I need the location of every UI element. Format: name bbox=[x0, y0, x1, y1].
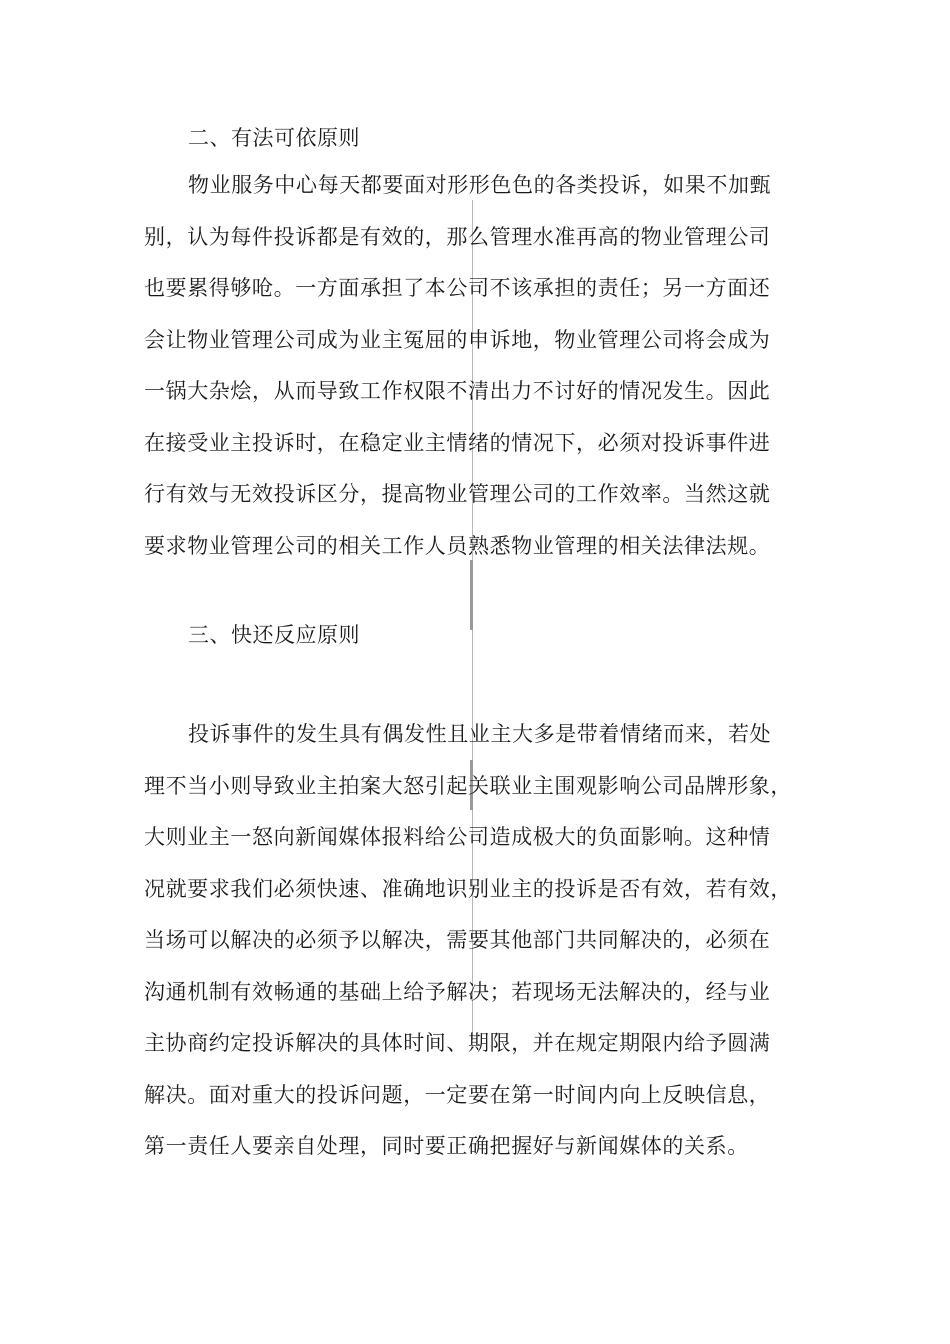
paragraph-line: 行有效与无效投诉区分，提高物业管理公司的工作效率。当然这就 bbox=[144, 482, 771, 506]
paragraph-line: 要求物业管理公司的相关工作人员熟悉物业管理的相关法律法规。 bbox=[144, 533, 771, 558]
paragraph-line: 也要累得够呛。一方面承担了本公司不该承担的责任；另一方面还 bbox=[144, 276, 771, 300]
paragraph-line: 会让物业管理公司成为业主冤屈的申诉地，物业管理公司将会成为 bbox=[144, 327, 771, 352]
paragraph-line: 大则业主一怒向新闻媒体报料给公司造成极大的负面影响。这种情 bbox=[144, 825, 771, 849]
paragraph-line: 况就要求我们必须快速、准确地识别业主的投诉是否有效，若有效， bbox=[144, 876, 792, 901]
section-2-paragraph bbox=[144, 160, 824, 572]
paragraph-line: 理不当小则导致业主拍案大怒引起关联业主围观影响公司品牌形象， bbox=[144, 773, 792, 798]
paragraph-line: 在接受业主投诉时，在稳定业主情绪的情况下，必须对投诉事件进 bbox=[144, 430, 771, 455]
section-heading-2: 二、有法可依原则 bbox=[188, 126, 360, 150]
paragraph-line: 解决。面对重大的投诉问题，一定要在第一时间内向上反映信息， bbox=[144, 1082, 771, 1107]
paragraph-line: 沟通机制有效畅通的基础上给予解决；若现场无法解决的，经与业 bbox=[144, 979, 771, 1004]
paragraph-line: 投诉事件的发生具有偶发性且业主大多是带着情绪而来，若处 bbox=[188, 722, 772, 746]
paragraph-line: 当场可以解决的必须予以解决，需要其他部门共同解决的，必须在 bbox=[144, 928, 771, 952]
paragraph-line: 一锅大杂烩，从而导致工作权限不清出力不讨好的情况发生。因此 bbox=[144, 379, 771, 403]
paragraph-line: 别，认为每件投诉都是有效的，那么管理水准再高的物业管理公司 bbox=[144, 224, 771, 249]
section-heading-3: 三、快还反应原则 bbox=[188, 623, 360, 647]
paragraph-line: 主协商约定投诉解决的具体时间、期限，并在规定期限内给予圆满 bbox=[144, 1031, 771, 1055]
paragraph-line: 第一责任人要亲自处理，同时要正确把握好与新闻媒体的关系。 bbox=[144, 1134, 749, 1158]
paragraph-line: 物业服务中心每天都要面对形形色色的各类投诉，如果不加甄 bbox=[188, 173, 772, 197]
section-3-paragraph bbox=[144, 709, 824, 1173]
